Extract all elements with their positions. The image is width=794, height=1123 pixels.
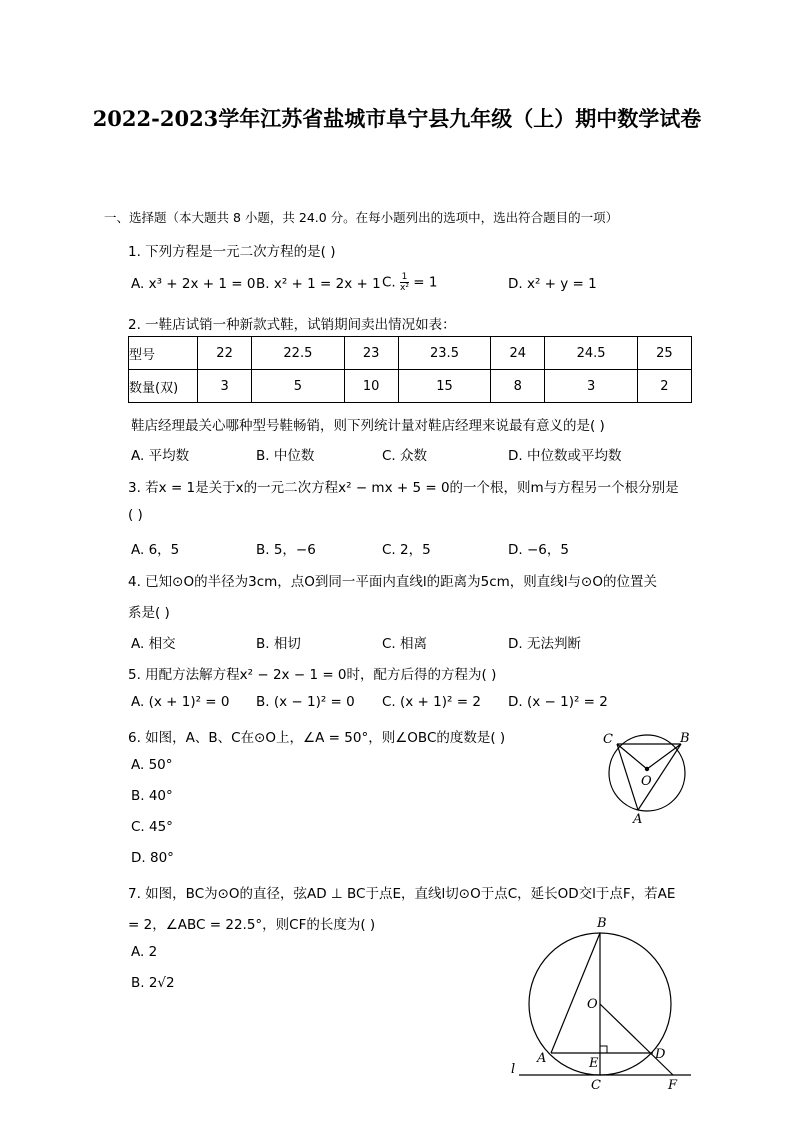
q4-option-a[interactable]: A. 相交 xyxy=(131,636,176,652)
q2-option-a[interactable]: A. 平均数 xyxy=(131,448,190,464)
q4-option-b[interactable]: B. 相切 xyxy=(256,636,301,652)
q7-label-l: l xyxy=(511,1062,516,1077)
q1-option-a[interactable]: A. x³ + 2x + 1 = 0 xyxy=(131,276,256,292)
table-cell: 23 xyxy=(344,337,398,370)
table-cell: 10 xyxy=(344,370,398,403)
q4-stem-cont: 系是( ) xyxy=(128,605,170,621)
table-cell: 3 xyxy=(545,370,637,403)
q6-radius-ob xyxy=(647,744,681,769)
q7-stem-cont: = 2，∠ABC = 22.5°，则CF的长度为( ) xyxy=(128,917,376,933)
q3-option-a[interactable]: A. 6，5 xyxy=(131,542,180,558)
q5-option-b[interactable]: B. (x − 1)² = 0 xyxy=(256,694,355,710)
q1-stem: 1. 下列方程是一元二次方程的是( ) xyxy=(128,244,336,260)
q4-stem: 4. 已知⊙O的半径为3cm，点O到同一平面内直线l的距离为5cm，则直线l与⊙O的位置关 xyxy=(128,574,657,590)
q1-c-denominator: x² xyxy=(400,283,409,293)
q1-option-d[interactable]: D. x² + y = 1 xyxy=(508,276,597,292)
table-cell: 25 xyxy=(637,337,691,370)
q6-figure xyxy=(595,725,705,825)
q7-option-a[interactable]: A. 2 xyxy=(131,944,158,960)
q6-center-dot xyxy=(645,767,649,771)
section-heading: 一、选择题（本大题共 8 小题，共 24.0 分。在每小题列出的选项中，选出符合题目的一项） xyxy=(104,210,619,225)
table-cell: 22.5 xyxy=(252,337,344,370)
table-cell: 2 xyxy=(637,370,691,403)
table-cell: 15 xyxy=(398,370,490,403)
q6-label-b: B xyxy=(680,731,690,746)
sales-table xyxy=(128,336,692,403)
q3-stem: 3. 若x = 1是关于x的一元二次方程x² − mx + 5 = 0的一个根，则m与方程另一个根分别是 xyxy=(128,480,679,496)
table-cell: 22 xyxy=(198,337,252,370)
page-title: 2022-2023学年江苏省盐城市阜宁县九年级（上）期中数学试卷 xyxy=(92,106,702,131)
table-cell: 24 xyxy=(491,337,545,370)
q7-label-a: A xyxy=(537,1051,547,1066)
q2-option-b[interactable]: B. 中位数 xyxy=(256,448,315,464)
q2-followup: 鞋店经理最关心哪种型号鞋畅销，则下列统计量对鞋店经理来说最有意义的是( ) xyxy=(131,418,605,434)
q6-label-a: A xyxy=(633,812,643,825)
q2-option-c[interactable]: C. 众数 xyxy=(382,448,428,464)
q6-option-d[interactable]: D. 80° xyxy=(131,850,174,866)
q3-option-d[interactable]: D. −6，5 xyxy=(508,542,569,558)
q7-label-b: B xyxy=(597,916,607,931)
q7-label-o: O xyxy=(587,997,598,1012)
q1-option-c-label: C. xyxy=(382,274,396,291)
q7-right-angle-mark xyxy=(600,1046,607,1053)
table-header-count: 数量(双) xyxy=(129,370,198,403)
q1-option-c[interactable] xyxy=(382,272,437,293)
q7-chord-ab xyxy=(551,933,600,1053)
q7-label-f: F xyxy=(668,1078,678,1093)
q3-option-b[interactable]: B. 5，−6 xyxy=(256,542,316,558)
q6-stem: 6. 如图，A、B、C在⊙O上，∠A = 50°，则∠OBC的度数是( ) xyxy=(128,730,506,746)
q4-option-c[interactable]: C. 相离 xyxy=(382,636,428,652)
q7-stem: 7. 如图，BC为⊙O的直径，弦AD ⊥ BC于点E，直线l切⊙O于点C，延长OD交l于点F，若AE xyxy=(128,886,676,902)
table-cell: 23.5 xyxy=(398,337,490,370)
q6-option-b[interactable]: B. 40° xyxy=(131,788,173,804)
q3-stem-cont: ( ) xyxy=(128,507,143,523)
q7-label-d: D xyxy=(655,1047,666,1062)
table-cell: 8 xyxy=(491,370,545,403)
table-cell: 3 xyxy=(198,370,252,403)
q1-c-numerator: 1 xyxy=(401,272,408,282)
q7-label-c: C xyxy=(591,1078,601,1093)
table-header-size: 型号 xyxy=(129,337,198,370)
q2-option-d[interactable]: D. 中位数或平均数 xyxy=(508,448,622,464)
q1-option-c-rest: = 1 xyxy=(413,274,438,291)
table-row xyxy=(129,337,692,370)
q2-stem: 2. 一鞋店试销一种新款式鞋，试销期间卖出情况如表： xyxy=(128,317,456,333)
q5-option-a[interactable]: A. (x + 1)² = 0 xyxy=(131,694,230,710)
q1-option-c-fraction xyxy=(400,272,409,293)
q5-option-c[interactable]: C. (x + 1)² = 2 xyxy=(382,694,481,710)
q7-option-b[interactable]: B. 2√2 xyxy=(131,975,175,991)
table-cell: 24.5 xyxy=(545,337,637,370)
q5-stem: 5. 用配方法解方程x² − 2x − 1 = 0时，配方后得的方程为( ) xyxy=(128,667,497,683)
q4-option-d[interactable]: D. 无法判断 xyxy=(508,636,581,652)
q5-option-d[interactable]: D. (x − 1)² = 2 xyxy=(508,694,608,710)
q6-option-a[interactable]: A. 50° xyxy=(131,757,173,773)
table-cell: 5 xyxy=(252,370,344,403)
q1-option-b[interactable]: B. x² + 1 = 2x + 1 xyxy=(256,276,381,292)
q7-figure xyxy=(505,910,705,1095)
q3-option-c[interactable]: C. 2，5 xyxy=(382,542,431,558)
q6-option-c[interactable]: C. 45° xyxy=(131,819,173,835)
q7-label-e: E xyxy=(589,1056,599,1071)
q6-label-c: C xyxy=(603,732,613,747)
table-row xyxy=(129,370,692,403)
q6-label-o: O xyxy=(641,774,652,789)
